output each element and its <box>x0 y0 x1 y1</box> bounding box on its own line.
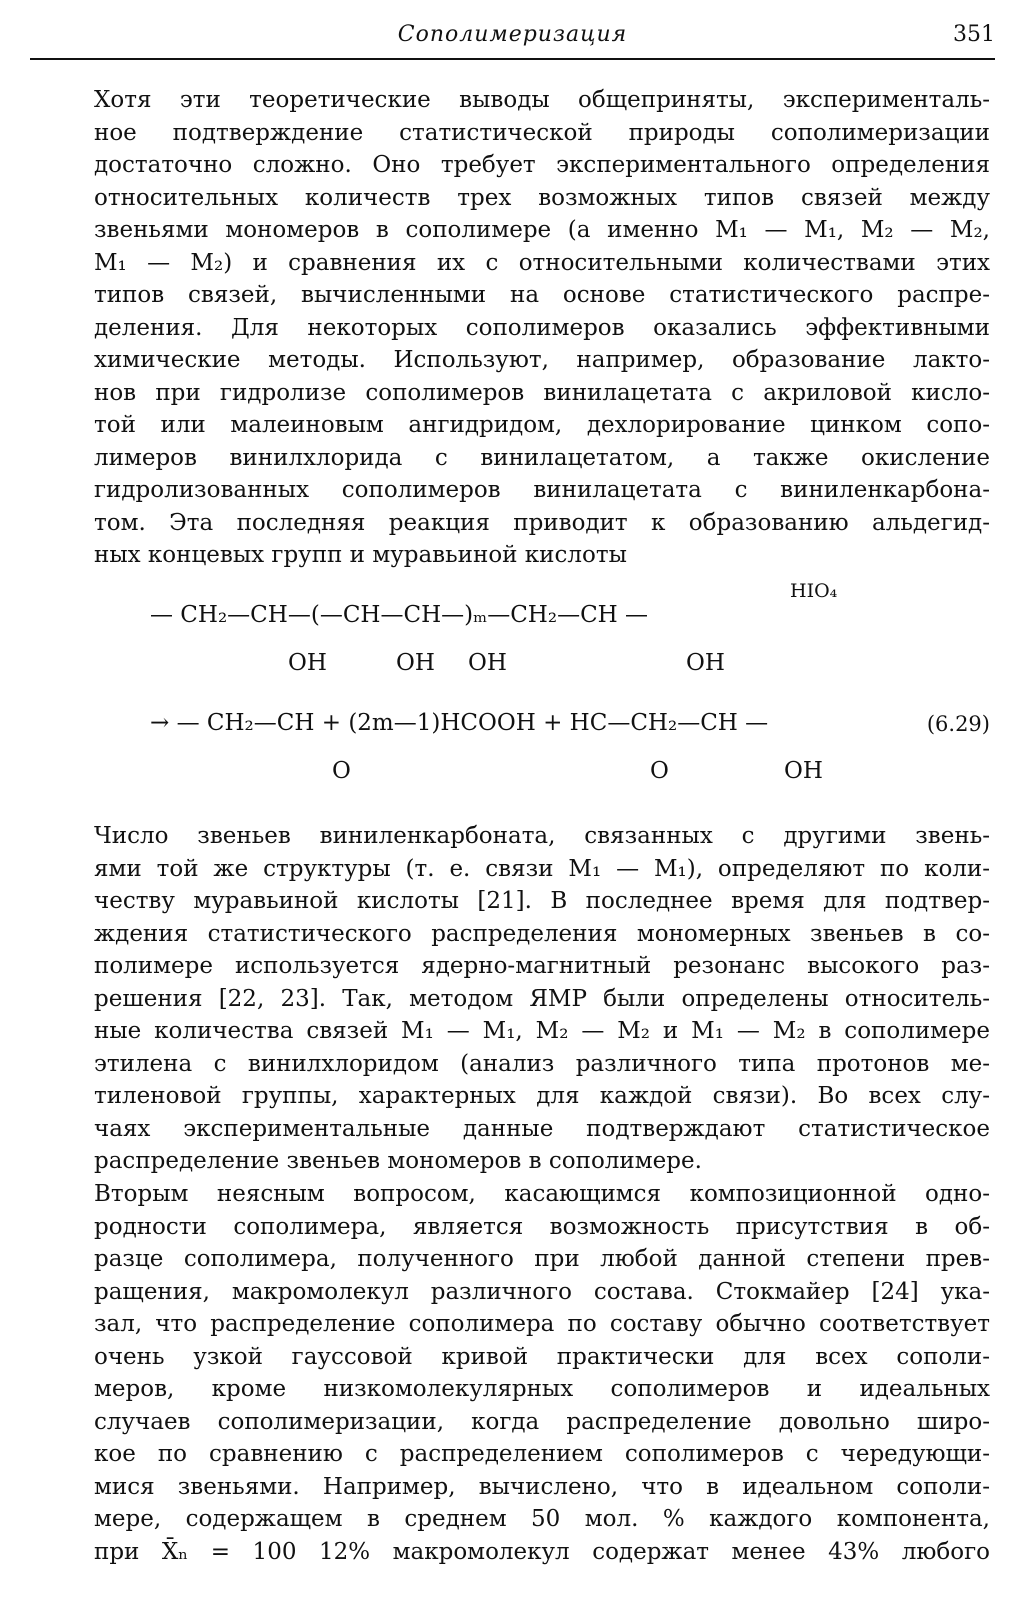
text-line: меров, кроме низкомолекулярных сополимеров и идеальных <box>94 1376 990 1402</box>
equation-substituent: OH <box>468 650 507 676</box>
text-line: том. Эта последняя реакция приводит к образованию альдегид- <box>94 509 990 536</box>
reaction-equation <box>150 580 990 800</box>
equation-number: (6.29) <box>926 712 990 736</box>
text-line: звеньями мономеров в сополимере (а именно M₁ — M₁, M₂ — M₂, <box>94 217 990 243</box>
paragraph-3 <box>60 1178 990 1568</box>
header-rule <box>30 58 995 60</box>
text-line: распределение звеньев мономеров в сополимере. <box>94 1148 702 1174</box>
text-line: чаях экспериментальные данные подтверждают статистическое <box>94 1115 990 1142</box>
text-line: мере, содержащем в среднем 50 мол. % каждого компонента, <box>94 1506 990 1532</box>
text-line: деления. Для некоторых сополимеров оказались эффективными <box>94 314 990 341</box>
text-line: той или малеиновым ангидридом, дехлорирование цинком сопо- <box>94 412 990 438</box>
paragraph-1 <box>60 84 990 572</box>
text-line: ные количества связей M₁ — M₁, M₂ — M₂ и M₁ — M₂ в сополимере <box>94 1018 990 1044</box>
text-line: гидролизованных сополимеров винилацетата с виниленкарбона- <box>94 477 990 503</box>
text-line: родности сополимера, является возможность присутствия в об- <box>94 1213 990 1240</box>
reagent-label: HIO₄ <box>790 580 838 602</box>
text-line: ных концевых групп и муравьиной кислоты <box>94 542 627 568</box>
equation-line-1: — CH₂—CH—(—CH—CH—)ₘ—CH₂—CH — <box>150 602 649 628</box>
page-header <box>30 14 995 54</box>
running-title: Сополимеризация <box>397 22 628 47</box>
text-line: достаточно сложно. Оно требует экспериментального определения <box>94 152 990 178</box>
equation-substituent: O <box>650 758 669 784</box>
text-line: полимере используется ядерно-магнитный резонанс высокого раз- <box>94 953 990 979</box>
text-line: мися звеньями. Например, вычислено, что в идеальном сополи- <box>94 1473 990 1500</box>
text-line: типов связей, вычисленными на основе статистического распре- <box>94 282 990 308</box>
text-line: решения [22, 23]. Так, методом ЯМР были определены относитель- <box>94 985 990 1012</box>
equation-substituent: OH <box>784 758 823 784</box>
page-number: 351 <box>953 22 995 47</box>
text-line: ное подтверждение статистической природы сополимеризации <box>94 119 990 146</box>
text-line: Число звеньев виниленкарбоната, связанных с другими звень- <box>94 823 990 849</box>
text-line: разце сополимера, полученного при любой данной степени прев- <box>94 1246 990 1272</box>
equation-substituent: OH <box>396 650 435 676</box>
text-line: при X̄ₙ = 100 12% макромолекул содержат менее 43% любого <box>94 1538 990 1565</box>
text-line: ждения статистического распределения мономерных звеньев в со- <box>94 920 990 947</box>
equation-substituent: OH <box>686 650 725 676</box>
text-line: честву муравьиной кислоты [21]. В последнее время для подтвер- <box>94 888 990 914</box>
text-line: зал, что распределение сополимера по составу обычно соответствует <box>94 1311 990 1337</box>
text-line: Вторым неясным вопросом, касающимся композиционной одно- <box>94 1181 990 1207</box>
equation-line-2: → — CH₂—CH + (2m—1)HCOOH + HC—CH₂—CH — <box>150 710 769 736</box>
text-line: кое по сравнению с распределением сополимеров с чередующи- <box>94 1441 990 1467</box>
text-line: очень узкой гауссовой кривой практически для всех сополи- <box>94 1343 990 1370</box>
text-line: тиленовой группы, характерных для каждой связи). Во всех слу- <box>94 1083 990 1109</box>
text-line: случаев сополимеризации, когда распределение довольно широ- <box>94 1408 990 1435</box>
text-line: этилена с винилхлоридом (анализ различного типа протонов ме- <box>94 1050 990 1077</box>
text-line: нов при гидролизе сополимеров винилацетата с акриловой кисло- <box>94 379 990 406</box>
text-line: M₁ — M₂) и сравнения их с относительными количествами этих <box>94 249 990 276</box>
text-line: Хотя эти теоретические выводы общеприняты, эксперименталь- <box>94 87 990 113</box>
text-line: ращения, макромолекул различного состава. Стокмайер [24] ука- <box>94 1278 990 1305</box>
equation-substituent: O <box>332 758 351 784</box>
text-line: лимеров винилхлорида с винилацетатом, а также окисление <box>94 444 990 471</box>
text-line: относительных количеств трех возможных типов связей между <box>94 184 990 211</box>
paragraph-2 <box>60 820 990 1178</box>
equation-substituent: OH <box>288 650 327 676</box>
text-line: ями той же структуры (т. е. связи M₁ — M₁), определяют по коли- <box>94 855 990 882</box>
text-line: химические методы. Используют, например, образование лакто- <box>94 347 990 373</box>
